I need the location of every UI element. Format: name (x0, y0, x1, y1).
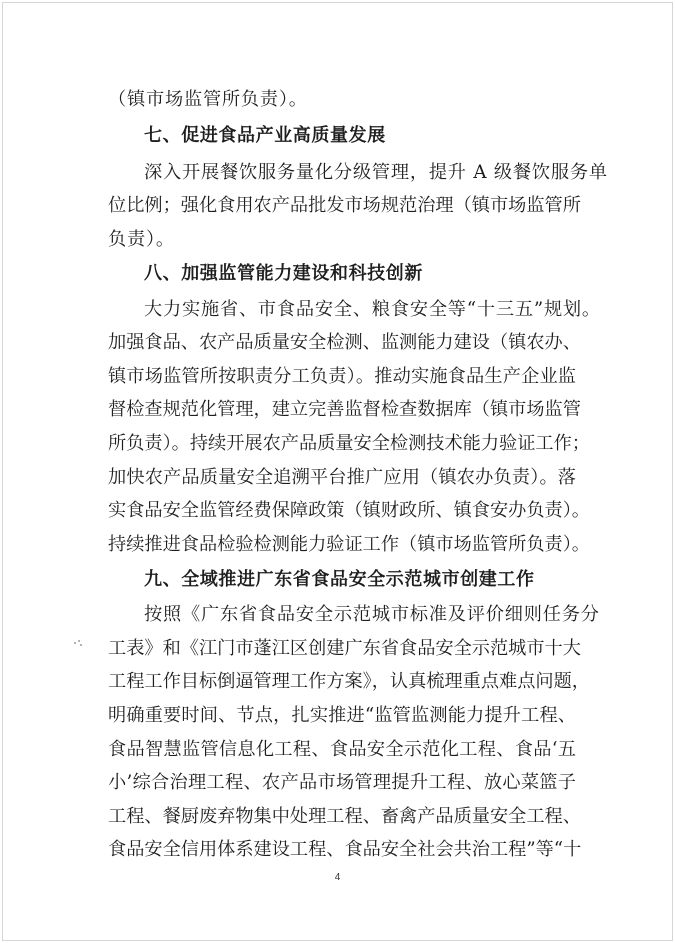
paragraph-line: 明确重要时间、节点，扎实推进“监管监测能力提升工程、 (108, 705, 576, 726)
paragraph-line: 工程、餐厨废弃物集中处理工程、畜禽产品质量安全工程、 (108, 806, 581, 827)
paragraph-line: 大力实施省、市食品安全、粮食安全等“十三五”规划。 (144, 299, 601, 320)
paragraph-line: 负责）。 (108, 229, 175, 250)
paragraph-line: 按照《广东省食品安全示范城市标准及评价细则任务分 (144, 604, 600, 625)
paragraph-line: 实食品安全监管经费保障政策（镇财政所、镇食安办负责）。 (108, 500, 590, 521)
paragraph-line: 工程工作目标倒逼管理工作方案》，认真梳理重点难点问题， (108, 671, 590, 692)
paragraph-line: 加强食品、农产品质量安全检测、监测能力建设（镇农办、 (108, 332, 581, 353)
paragraph-line: 小’综合治理工程、农产品市场管理提升工程、放心菜篮子 (108, 772, 576, 793)
paragraph-line: 深入开展餐饮服务量化分级管理，提升 A 级餐饮服务单 (144, 162, 608, 183)
scan-speck (74, 640, 84, 646)
paragraph-line: 工表》和《江门市蓬江区创建广东省食品安全示范城市十大 (108, 638, 581, 659)
paragraph-line: 食品智慧监管信息化工程、食品安全示范化工程、食品‘五 (108, 739, 576, 760)
paragraph-line: 食品安全信用体系建设工程、食品安全社会共治工程”等“十 (108, 839, 582, 860)
section-heading-7: 七、促进食品产业高质量发展 (144, 125, 386, 146)
paragraph-line: 加快农产品质量安全追溯平台推广应用（镇农办负责）。落 (108, 467, 576, 488)
paragraph-line: 持续推进食品检验检测能力验证工作（镇市场监管所负责）。 (108, 534, 590, 555)
paragraph-line: 督检查规范化管理，建立完善监督检查数据库（镇市场监管 (108, 399, 581, 420)
paragraph-line: 镇市场监管所按职责分工负责）。推动实施食品生产企业监 (108, 366, 576, 387)
paragraph-line: 所负责）。持续开展农产品质量安全检测技术能力验证工作； (108, 433, 590, 454)
paragraph-line: 位比例；强化食用农产品批发市场规范治理（镇市场监管所 (108, 195, 581, 216)
section-heading-8: 八、加强监管能力建设和科技创新 (144, 263, 423, 284)
paragraph-line: （镇市场监管所负责）。 (108, 89, 308, 110)
section-heading-9: 九、全域推进广东省食品安全示范城市创建工作 (144, 569, 535, 590)
page-number: 4 (334, 872, 341, 883)
